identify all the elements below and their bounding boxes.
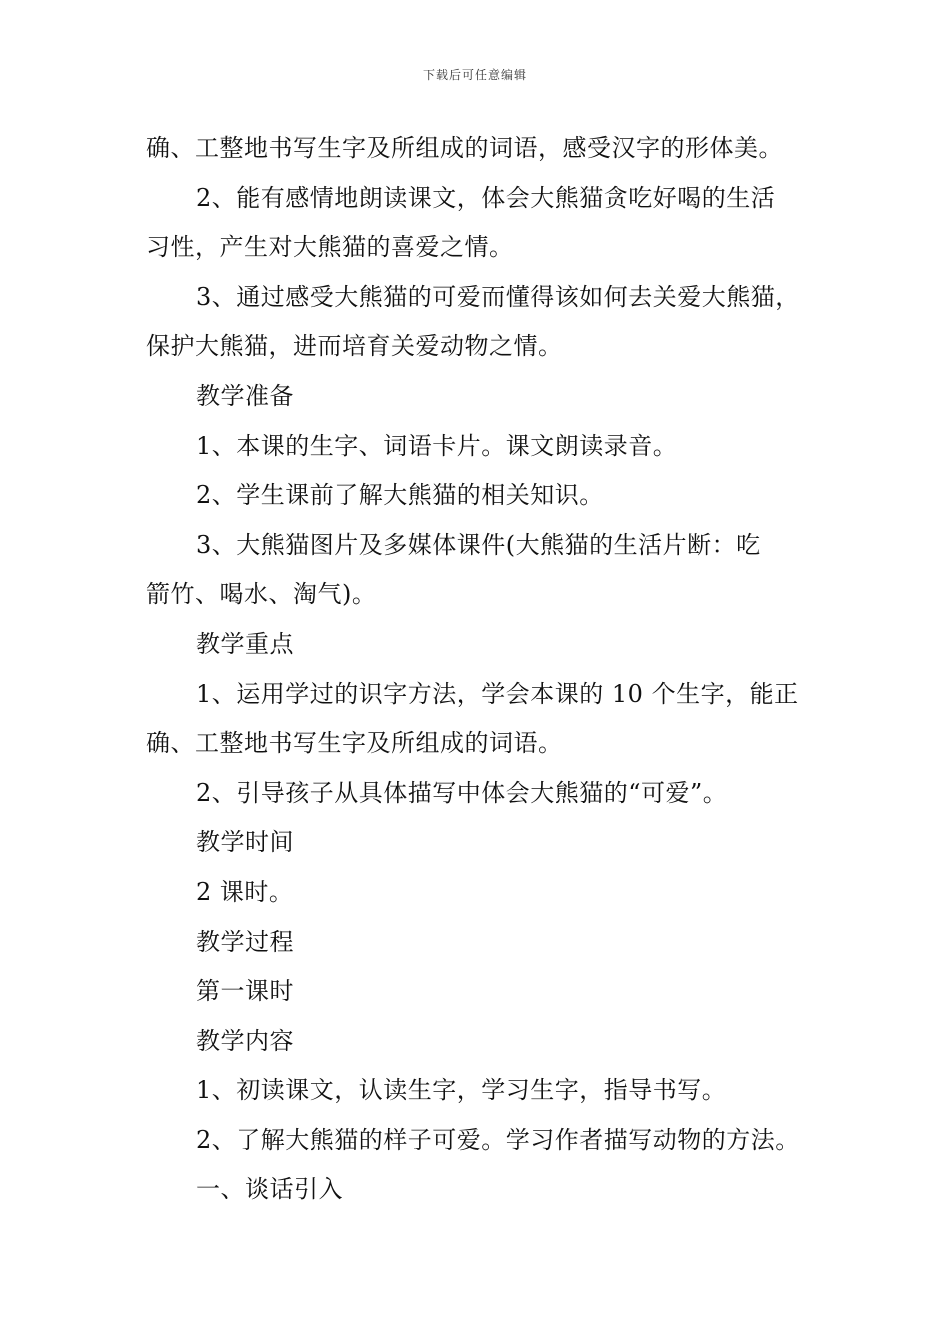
text-line: 确、工整地书写生字及所组成的词语。 [146,729,563,758]
text-line: 教学内容 [196,1026,294,1055]
text-line: 习性，产生对大熊猫的喜爱之情。 [146,233,514,262]
text-line: 2、引导孩子从具体描写中体会大熊猫的“可爱”。 [196,778,728,807]
text-line: 1、运用学过的识字方法，学会本课的 10 个生字，能正 [196,679,799,708]
text-line: 2 课时。 [196,877,294,906]
header-note: 下载后可任意编辑 [422,68,527,82]
text-line: 确、工整地书写生字及所组成的词语，感受汉字的形体美。 [146,134,783,162]
text-line: 保护大熊猫，进而培育关爱动物之情。 [146,332,563,361]
text-line: 教学准备 [196,381,294,410]
text-line: 2、学生课前了解大熊猫的相关知识。 [196,481,604,510]
text-line: 3、通过感受大熊猫的可爱而懂得该如何去关爱大熊猫， [196,282,800,311]
text-line: 1、初读课文，认读生字，学习生字，指导书写。 [196,1076,727,1105]
text-line: 教学过程 [196,927,294,956]
text-line: 第一课时 [196,977,294,1006]
text-line: 2、能有感情地朗读课文，体会大熊猫贪吃好喝的生活 [196,183,776,212]
text-line: 3、大熊猫图片及多媒体课件(大熊猫的生活片断：吃 [196,530,761,559]
text-line: 教学重点 [196,629,294,658]
text-line: 一、谈话引入 [196,1175,343,1204]
text-line: 教学时间 [196,828,294,857]
text-line: 箭竹、喝水、淘气)。 [146,580,377,609]
body-text [146,124,816,1215]
text-line: 2、了解大熊猫的样子可爱。学习作者描写动物的方法。 [196,1125,800,1154]
text-line: 1、本课的生字、词语卡片。课文朗读录音。 [196,431,678,460]
